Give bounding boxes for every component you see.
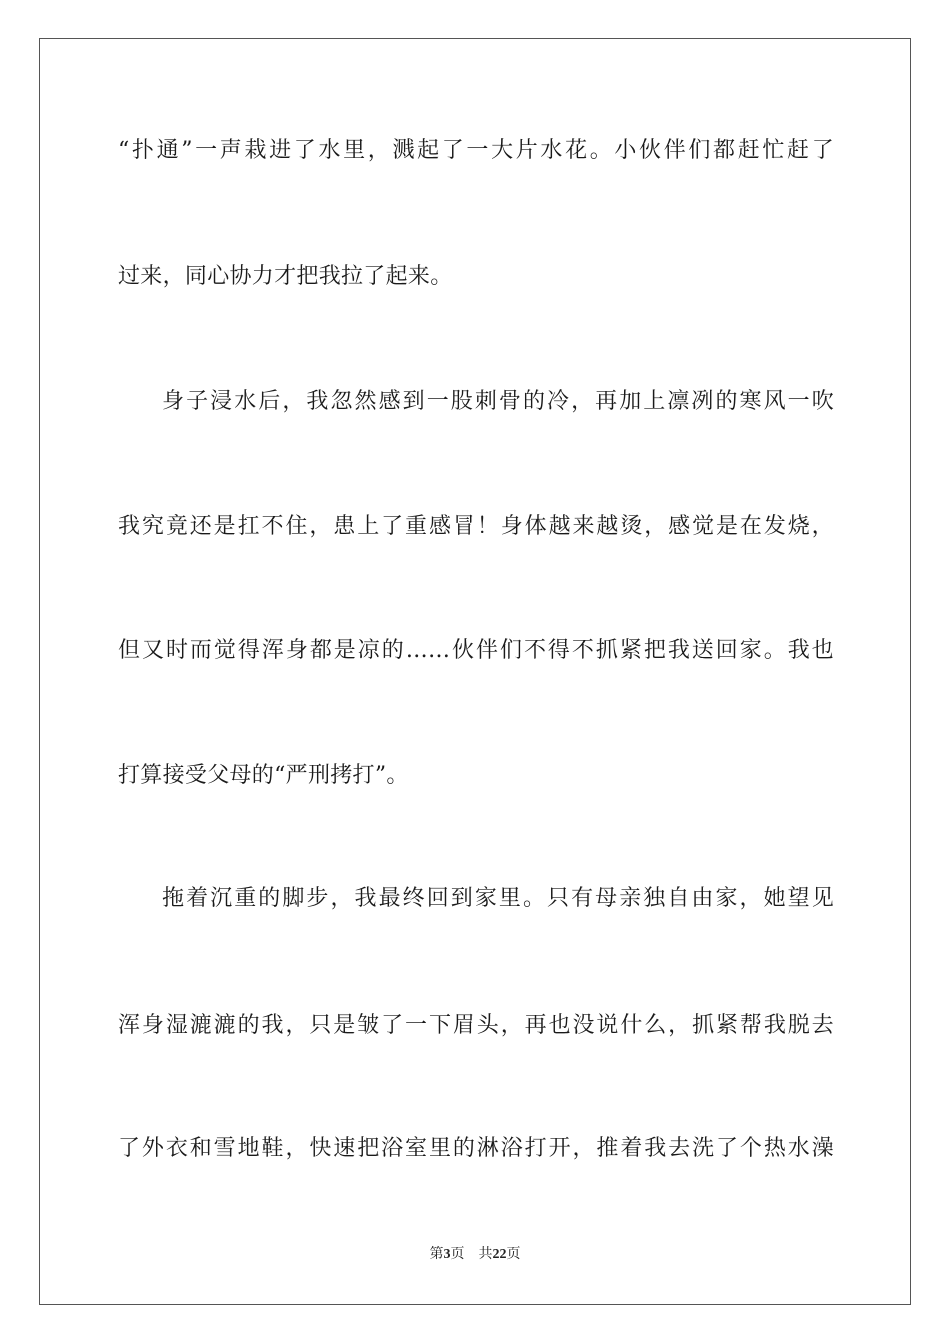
text-line-4: 我究竟还是扛不住，患上了重感冒！身体越来越烫，感觉是在发烧，	[118, 514, 834, 539]
text-line-1: “扑通”一声栽进了水里，溅起了一大片水花。小伙伴们都赶忙赶了	[118, 138, 834, 163]
text-line-6: 打算接受父母的“严刑拷打”。	[118, 763, 409, 788]
text-line-2: 过来，同心协力才把我拉了起来。	[118, 264, 453, 289]
footer-total-suffix: 页	[506, 1247, 521, 1262]
page-footer	[0, 1246, 950, 1264]
text-line-8: 浑身湿漉漉的我，只是皱了一下眉头，再也没说什么，抓紧帮我脱去	[118, 1013, 834, 1038]
footer-page-suffix: 页	[450, 1247, 465, 1262]
page-border	[39, 38, 911, 1305]
text-line-9: 了外衣和雪地鞋，快速把浴室里的淋浴打开，推着我去洗了个热水澡	[118, 1136, 834, 1161]
text-line-7: 拖着沉重的脚步，我最终回到家里。只有母亲独自由家，她望见	[162, 886, 834, 911]
footer-page-number: 3	[443, 1247, 451, 1262]
footer-page-prefix: 第	[429, 1247, 444, 1262]
text-line-3: 身子浸水后，我忽然感到一股刺骨的冷，再加上凛冽的寒风一吹	[162, 389, 834, 414]
footer-total-prefix: 共	[478, 1247, 493, 1262]
footer-total-pages: 22	[492, 1247, 507, 1262]
text-line-5: 但又时而觉得浑身都是凉的……伙伴们不得不抓紧把我送回家。我也	[118, 638, 834, 663]
